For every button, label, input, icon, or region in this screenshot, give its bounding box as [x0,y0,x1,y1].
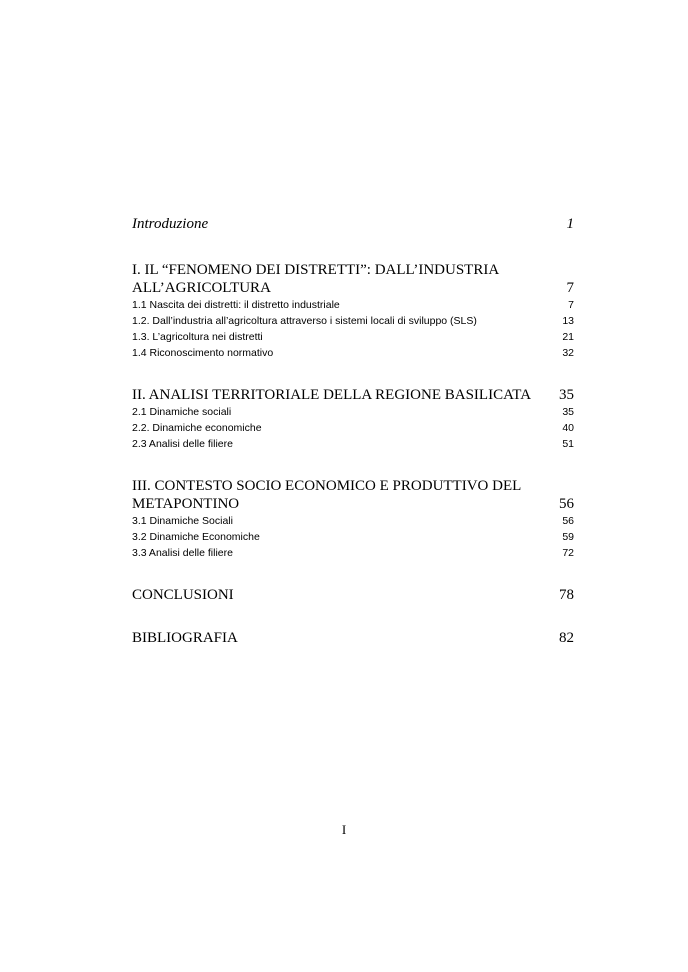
toc-chapter-page: 7 [566,280,574,296]
toc-chapter-3-sections [132,513,574,561]
toc-section[interactable] [132,436,574,452]
toc-section-page: 51 [562,438,574,450]
toc-section[interactable] [132,297,574,313]
toc-section[interactable] [132,329,574,345]
toc-chapter-title: III. CONTESTO SOCIO ECONOMICO E PRODUTTIVO DEL METAPONTINO [132,478,521,512]
toc-section-page: 59 [562,531,574,543]
toc-section-title: 1.3. L’agricoltura nei distretti [132,331,263,343]
toc-section-title: 1.2. Dall’industria all’agricoltura attraverso i sistemi locali di sviluppo (SLS) [132,315,477,327]
toc-section-page: 35 [562,406,574,418]
toc-section[interactable] [132,345,574,361]
toc-section[interactable] [132,513,574,529]
toc-section-page: 32 [562,347,574,359]
toc-section-page: 7 [568,299,574,311]
toc-section-title: 3.1 Dinamiche Sociali [132,515,233,527]
toc-section-title: 1.1 Nascita dei distretti: il distretto industriale [132,299,340,311]
toc-entry-bibliography[interactable] [132,629,574,647]
page-number: I [341,822,347,837]
table-of-contents [132,214,574,647]
toc-entry-title: Introduzione [132,216,209,232]
toc-section-title: 3.3 Analisi delle filiere [132,547,233,559]
toc-chapter-2[interactable] [132,386,574,404]
toc-chapter-title: II. ANALISI TERRITORIALE DELLA REGIONE BASILICATA [132,387,532,403]
toc-chapter-page: 35 [559,387,574,403]
toc-section-title: 2.1 Dinamiche sociali [132,406,232,418]
toc-chapter-page: 56 [559,496,574,512]
toc-entry-page: 78 [559,587,574,603]
toc-section[interactable] [132,420,574,436]
toc-section-title: 3.2 Dinamiche Economiche [132,531,260,543]
toc-section-page: 21 [562,331,574,343]
toc-entry-conclusions[interactable] [132,586,574,604]
toc-section-page: 56 [562,515,574,527]
toc-section-page: 40 [562,422,574,434]
toc-section-title: 2.2. Dinamiche economiche [132,422,262,434]
toc-chapter-2-sections [132,404,574,452]
toc-entry-page: 1 [566,216,574,232]
toc-section[interactable] [132,529,574,545]
toc-section[interactable] [132,404,574,420]
toc-entry-introduction[interactable] [132,214,574,234]
toc-section[interactable] [132,313,574,329]
toc-chapter-1[interactable] [132,261,574,297]
toc-section-page: 72 [562,547,574,559]
toc-entry-title: CONCLUSIONI [132,587,234,603]
toc-section-title: 1.4 Riconoscimento normativo [132,347,274,359]
toc-entry-page: 82 [559,630,574,646]
toc-section[interactable] [132,545,574,561]
toc-entry-title: BIBLIOGRAFIA [132,630,238,646]
toc-section-title: 2.3 Analisi delle filiere [132,438,233,450]
toc-chapter-3[interactable] [132,477,574,513]
toc-chapter-title: I. IL “FENOMENO DEI DISTRETTI”: DALL’INDUSTRIA ALL’AGRICOLTURA [132,262,499,296]
toc-section-page: 13 [562,315,574,327]
toc-chapter-1-sections [132,297,574,361]
